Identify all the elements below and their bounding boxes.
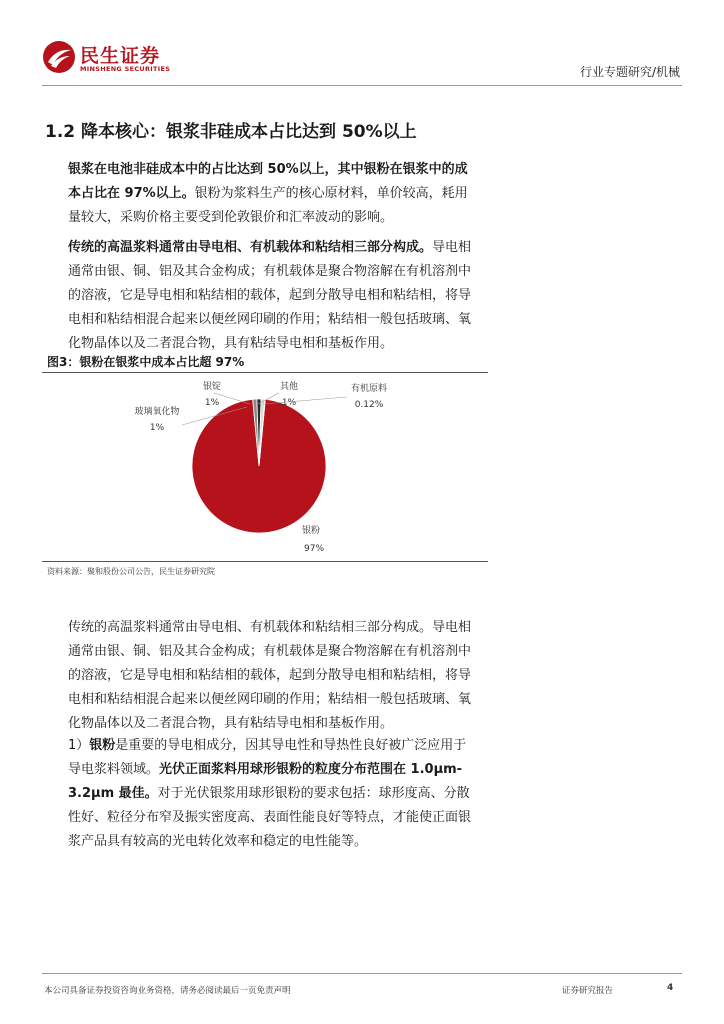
pie-label-value-4: 1% <box>281 398 297 408</box>
pie-label-value-1: 97% <box>304 544 325 554</box>
pie-label-value-5: 0.12% <box>354 400 384 410</box>
header-divider <box>42 85 682 86</box>
paragraph-1-text: 银粉为浆料生产的核心原材料，单价较高，耗用量较大，采购价格主要受到伦敦银价和汇率波动的影响。 <box>68 186 468 225</box>
figure-bottom-rule <box>42 561 488 562</box>
pie-label-value-3: 1% <box>204 398 220 408</box>
pie-label-name-5: 有机原料 <box>350 384 388 394</box>
paragraph-4-bold-1: 银粉 <box>89 738 116 753</box>
section-title: 1.2 降本核心：银浆非硅成本占比达到 50%以上 <box>45 122 417 142</box>
pie-label-name-3: 银锭 <box>202 382 222 392</box>
report-category: 行业专题研究/机械 <box>579 65 680 79</box>
minsheng-logo-icon <box>42 40 76 74</box>
pie-leader-line-3 <box>214 393 250 404</box>
pie-label-value-2: 1% <box>149 423 165 433</box>
paragraph-4-bold-2: 光伏正面浆料用球形银粉的粒度分布范围在 1.0μm-3.2μm 最佳。 <box>68 762 463 801</box>
paragraph-1-bold: 银浆在电池非硅成本中的占比达到 50%以上，其中银粉在银浆中的成本占比在 97%以上。 <box>68 162 468 201</box>
paragraph-4 <box>68 734 478 854</box>
paragraph-4-text-2: 对于光伏银浆用球形银粉的要求包括：球形度高、分散性好、粒径分布窄及振实密度高、表面性能良好等特点，才能使正面银浆产品具有较高的光电转化效率和稳定的电性能等。 <box>68 786 472 849</box>
paragraph-1 <box>68 158 478 230</box>
footer-divider <box>42 973 682 974</box>
footer-disclaimer: 本公司具备证券投资咨询业务资格，请务必阅读最后一页免责声明 <box>44 986 291 996</box>
paragraph-2-bold: 传统的高温浆料通常由导电相、有机载体和粘结相三部分构成。 <box>68 240 433 255</box>
figure-source: 资料来源：聚和股份公司公告，民生证券研究院 <box>47 567 215 576</box>
paragraph-2-text: 导电相通常由银、铜、铝及其合金构成；有机载体是聚合物溶解在有机溶剂中的溶液，它是导电相和粘结相的载体，起到分散导电相和粘结相，将导电相和粘结相混合起来以便丝网印刷的作用；粘结相一般包括玻璃、氧化物晶体以及二者混合物，具有粘结导电相和基板作用。 <box>68 240 472 351</box>
paragraph-3 <box>68 616 478 736</box>
pie-label-name-1: 银粉 <box>302 526 321 536</box>
paragraph-4-num: 1） <box>68 738 90 753</box>
brand-logo <box>42 40 182 80</box>
brand-name-en: MINSHENG SECURITIES <box>80 65 171 73</box>
pie-leader-line-5 <box>263 397 347 404</box>
page-number: 4 <box>667 983 674 993</box>
pie-chart <box>42 373 488 561</box>
brand-name-cn: 民生证券 <box>80 45 161 67</box>
pie-label-name-4: 其他 <box>279 382 299 392</box>
pie-label-name-2: 玻璃氧化物 <box>134 407 180 417</box>
paragraph-4-text-1: 是重要的导电相成分，因其导电性和导热性良好被广泛应用于导电浆料领域。 <box>68 738 467 777</box>
footer-report-type: 证券研究报告 <box>562 986 614 996</box>
paragraph-2 <box>68 236 478 356</box>
paragraph-3-text: 传统的高温浆料通常由导电相、有机载体和粘结相三部分构成。导电相通常由银、铜、铝及其合金构成；有机载体是聚合物溶解在有机溶剂中的溶液，它是导电相和粘结相的载体，起到分散导电相和粘结相，将导电相和粘结相混合起来以便丝网印刷的作用；粘结相一般包括玻璃、氧化物晶体以及二者混合物，具有粘结导电相和基板作用。 <box>68 620 472 731</box>
figure-title: 图3：银粉在银浆中成本占比超 97% <box>47 355 245 369</box>
